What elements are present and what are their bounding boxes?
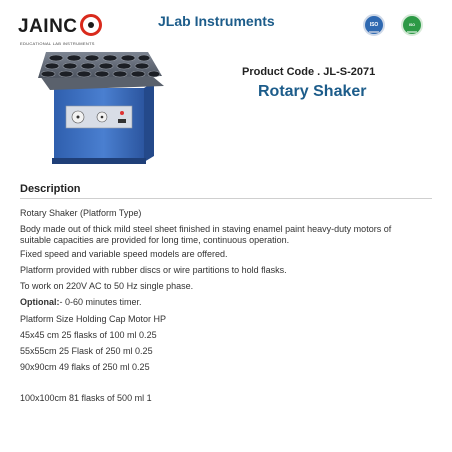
- optional-label: Optional:: [20, 297, 60, 307]
- jainco-logo: [18, 14, 100, 48]
- machine-base: [52, 158, 146, 164]
- optional-value: - 0-60 minutes timer.: [59, 297, 142, 307]
- iso-badge-icon: [363, 14, 385, 36]
- optional-text: [20, 297, 142, 307]
- logo-text: JAINC: [18, 16, 78, 37]
- body-text-line-1: Body made out of thick mild steel sheet finished in staving enamel paint heavy-duty motors of: [20, 224, 392, 234]
- logo-ring-icon: [80, 14, 102, 36]
- body-text-line-2: suitable capacities are provided for long time, continuous operation.: [20, 235, 290, 245]
- speed-models-text: Fixed speed and variable speed models are offered.: [20, 249, 228, 259]
- power-switch-icon: [118, 119, 126, 123]
- description-divider: [20, 198, 432, 199]
- table-row: 55x55cm 25 Flask of 250 ml 0.25: [20, 346, 153, 356]
- logo-tagline: EDUCATIONAL LAB INSTRUMENTS: [20, 41, 95, 46]
- platform-rubber-text: Platform provided with rubber discs or wire partitions to hold flasks.: [20, 265, 287, 275]
- rotary-shaker-image: [26, 46, 172, 166]
- certification-badge-label: ISO: [408, 23, 416, 27]
- product-name: Rotary Shaker: [258, 83, 367, 100]
- certification-badge-icon: [401, 14, 423, 36]
- power-text: To work on 220V AC to 50 Hz single phase.: [20, 281, 194, 291]
- power-indicator-icon: [120, 111, 124, 115]
- machine-side: [144, 82, 154, 162]
- iso-badge-label: ISO: [369, 22, 379, 28]
- table-header: Platform Size Holding Cap Motor HP: [20, 314, 167, 324]
- platform-type-text: Rotary Shaker (Platform Type): [20, 208, 142, 218]
- table-row: 90x90cm 49 flaks of 250 ml 0.25: [20, 362, 150, 372]
- table-row: 45x45 cm 25 flasks of 100 ml 0.25: [20, 330, 157, 340]
- brand-title: JLab Instruments: [158, 13, 275, 29]
- product-code: Product Code . JL-S-2071: [242, 66, 376, 78]
- table-row: 100x100cm 81 flasks of 500 ml 1: [20, 393, 152, 403]
- description-heading: Description: [20, 183, 81, 195]
